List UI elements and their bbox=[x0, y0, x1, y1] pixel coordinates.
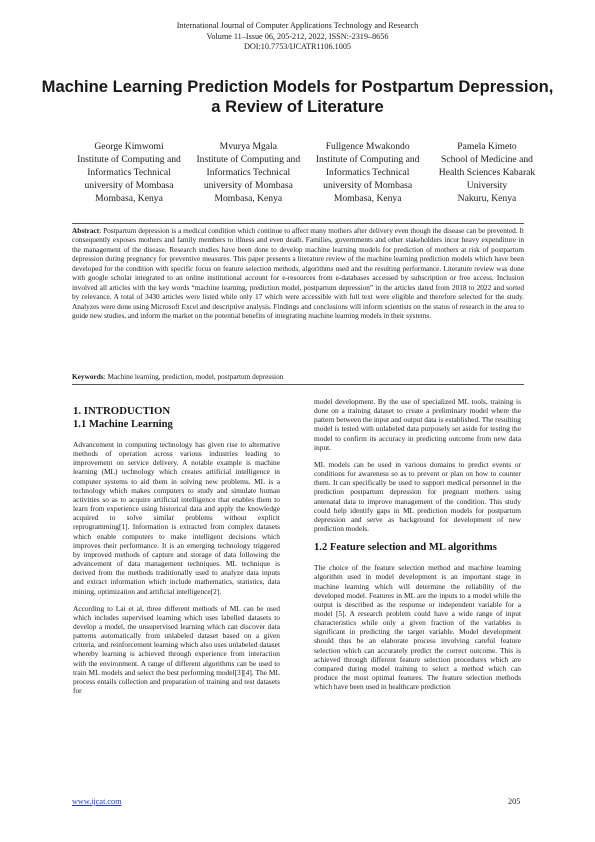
author-block bbox=[192, 140, 304, 205]
subsection-heading: 1.1 Machine Learning bbox=[73, 419, 173, 430]
author-name: Fullgence Mwakondo bbox=[325, 141, 410, 152]
author-name: Pamela Kimeto bbox=[457, 141, 517, 152]
page-number: 205 bbox=[508, 797, 521, 806]
author-block bbox=[431, 140, 543, 205]
body-paragraph: Advancement in computing technology has given rise to alternative methods of operation across various industries leading to improvement on service delivery. A notable example is machine learning (ML) technology which creates artificial intelligence in computer systems to aid them in solving new problems. ML is a technology which makes computers to study and simulate human activities so as to acquire artificial intelligence that enables them to learn from experience using historical data and apply the knowledge acquired to solve similar problems without explicit reprogramming[1]. Information is extracted from complex datasets which enable computers to make intelligent decisions which improves their performance. It is an emerging technology triggered by improved methods of capture and storage of data following the advancement of data management techniques. ML technique is derived from the methods traditionally used to analyze data inputs and extract information which include mathematics, statistics, data mining, optimization and artificial intelligence[2]. bbox=[73, 440, 280, 596]
section-heading: 1. INTRODUCTION bbox=[73, 405, 171, 417]
author-affiliation: School of Medicine and Health Sciences Kabarak University bbox=[438, 154, 536, 192]
journal-website-link[interactable]: www.ijcat.com bbox=[72, 797, 122, 806]
abstract-top-rule bbox=[72, 223, 524, 224]
author-list bbox=[73, 140, 543, 205]
author-affiliation: Institute of Computing and Informatics Technical university of Mombasa bbox=[315, 154, 420, 192]
author-location: Mombasa, Kenya bbox=[95, 193, 163, 205]
journal-name: International Journal of Computer Applications Technology and Research bbox=[176, 21, 419, 30]
paper-title: Machine Learning Prediction Models for Postpartum Depression, a Review of Literature bbox=[41, 77, 554, 116]
body-paragraph: The choice of the feature selection method and machine learning algorithm used in model development is an important stage in machine learning which will determine the reliability of the developed model. Features in ML are the inputs to a model while the output is described as the response or independent variable for a model [5]. A research problem could have a wide range of input characteristics while only a given fraction of the variables is significant in predicting the target variable. Model development should thus be an elaborate process involving careful feature selection which can accurately predict the correct outcome. This is achieved through different feature selection procedures which are compared during model training to select a method which can produce the most optimal features. The feature selection methods which have been used in healthcare prediction bbox=[314, 563, 521, 692]
author-affiliation: Institute of Computing and Informatics Technical university of Mombasa bbox=[196, 154, 301, 192]
right-column bbox=[314, 397, 521, 699]
abstract: Abstract: Postpartum depression is a medical condition which continue to affect many mothers after delivery even though the disease can be prevented. It consequently exposes mothers and family members to illness and even death. Families, governments and other stakeholders incur heavy expenditure in the management of the disease. Research studies have been done to develop machine learning models for prediction of mothers at risk of postpartum depression during pregnancy for preventive measures. This paper presents a literature review of the machine learning prediction models which have been developed for the condition with specific focus on feature selection methods, algorithms used and the resulting performance. Literature review was done with google scholar integrated to an online institutional account for e-resources from e-databases accessed by subscription or free access. Inclusion involved all articles with the key words “machine learning, prediction model, postpartum depression” in the articles dated from 2018 to 2022 and sorted by relevance. A total of 3430 articles were listed while only 17 which were accessible with full text were eligible and therefore selected for the study. Analyzes were done using Microsoft Excel and descriptive analysis. Findings and conclusions will inform scientists on the status of research in the area to guide new studies, and inform the market on the potential benefits of integrating machine learning models in their systems. bbox=[72, 226, 524, 321]
keywords: Keywords: Machine learning, prediction, model, postpartum depression bbox=[72, 372, 284, 381]
body-paragraph: ML models can be used in various domains to predict events or conditions for awareness so as to prevent or plan on how to counter them. It can specifically be used to support medical personnel in the prediction postpartum depression for pregnant mothers using antenatal data to improve management of the condition. This study could help identify gaps in ML prediction models for postpartum depression and serve as background for development of new prediction models. bbox=[314, 459, 521, 534]
author-name: George Kimwomi bbox=[94, 141, 164, 152]
journal-volume: Volume 11–Issue 06, 205-212, 2022, ISSN:-2319–8656 bbox=[206, 31, 389, 41]
abstract-text: Postpartum depression is a medical condition which continue to affect many mothers after delivery even though the disease can be prevented. It consequently exposes mothers and family members to illness and even death. Families, governments and other stakeholders incur heavy expenditure in the management of the disease. Research studies have been done to develop machine learning models for prediction of mothers at risk of postpartum depression during pregnancy for preventive measures. This paper presents a literature review of the machine learning prediction models which have been developed for the condition with specific focus on feature selection methods, algorithms used and the resulting performance. Literature review was done with google scholar integrated to an online institutional account for e-resources from e-databases accessed by subscription or free access. Inclusion involved all articles with the key words “machine learning, prediction model, postpartum depression” in the articles dated from 2018 to 2022 and sorted by relevance. A total of 3430 articles were listed while only 17 which were accessible with full text were eligible and therefore selected for the study. Analyzes were done using Microsoft Excel and descriptive analysis. Findings and conclusions will inform scientists on the status of research in the area to guide new studies, and inform the market on the potential benefits of integrating machine learning models in their systems. bbox=[72, 226, 524, 321]
author-location: Nakuru, Kenya bbox=[457, 193, 517, 205]
author-affiliation: Institute of Computing and Informatics Technical university of Mombasa bbox=[77, 154, 181, 192]
journal-doi: DOI:10.7753/IJCATR1106.1005 bbox=[243, 42, 352, 51]
author-location: Mombasa, Kenya bbox=[214, 193, 283, 205]
keywords-text: Machine learning, prediction, model, postpartum depression bbox=[107, 372, 284, 381]
author-block bbox=[312, 140, 424, 205]
author-block bbox=[73, 140, 185, 205]
left-column bbox=[73, 405, 280, 703]
journal-header bbox=[0, 21, 595, 53]
body-paragraph: model development. By the use of specialized ML tools, training is done on a training dataset to create a preliminary model where the pattern between the input and output data is established. The resulting model is tested with unlabeled data purposely set aside for testing the model to confirm its accuracy in predicting outcome from new data input. bbox=[314, 397, 521, 452]
author-name: Mvurya Mgala bbox=[219, 141, 277, 152]
abstract-bottom-rule bbox=[72, 384, 524, 385]
subsection-heading: 1.2 Feature selection and ML algorithms bbox=[314, 542, 497, 554]
body-paragraph: According to Lai et al, three different methods of ML can be used which includes supervised learning which uses labelled datasets to develop a model, the unsupervised learning which can discover data patterns automatically from unlabeled dataset based on a given criteria, and reinforcement learning which also uses unlabeled dataset whereby learning is achieved through experience from interaction with the environment. A range of different algorithms can be used to train ML models and select the best performing model[3][4]. The ML process entails collection and preparation of training and test datasets for bbox=[73, 603, 280, 696]
keywords-label: Keywords bbox=[72, 372, 104, 381]
author-location: Mombasa, Kenya bbox=[333, 193, 402, 205]
abstract-label: Abstract bbox=[72, 226, 100, 235]
